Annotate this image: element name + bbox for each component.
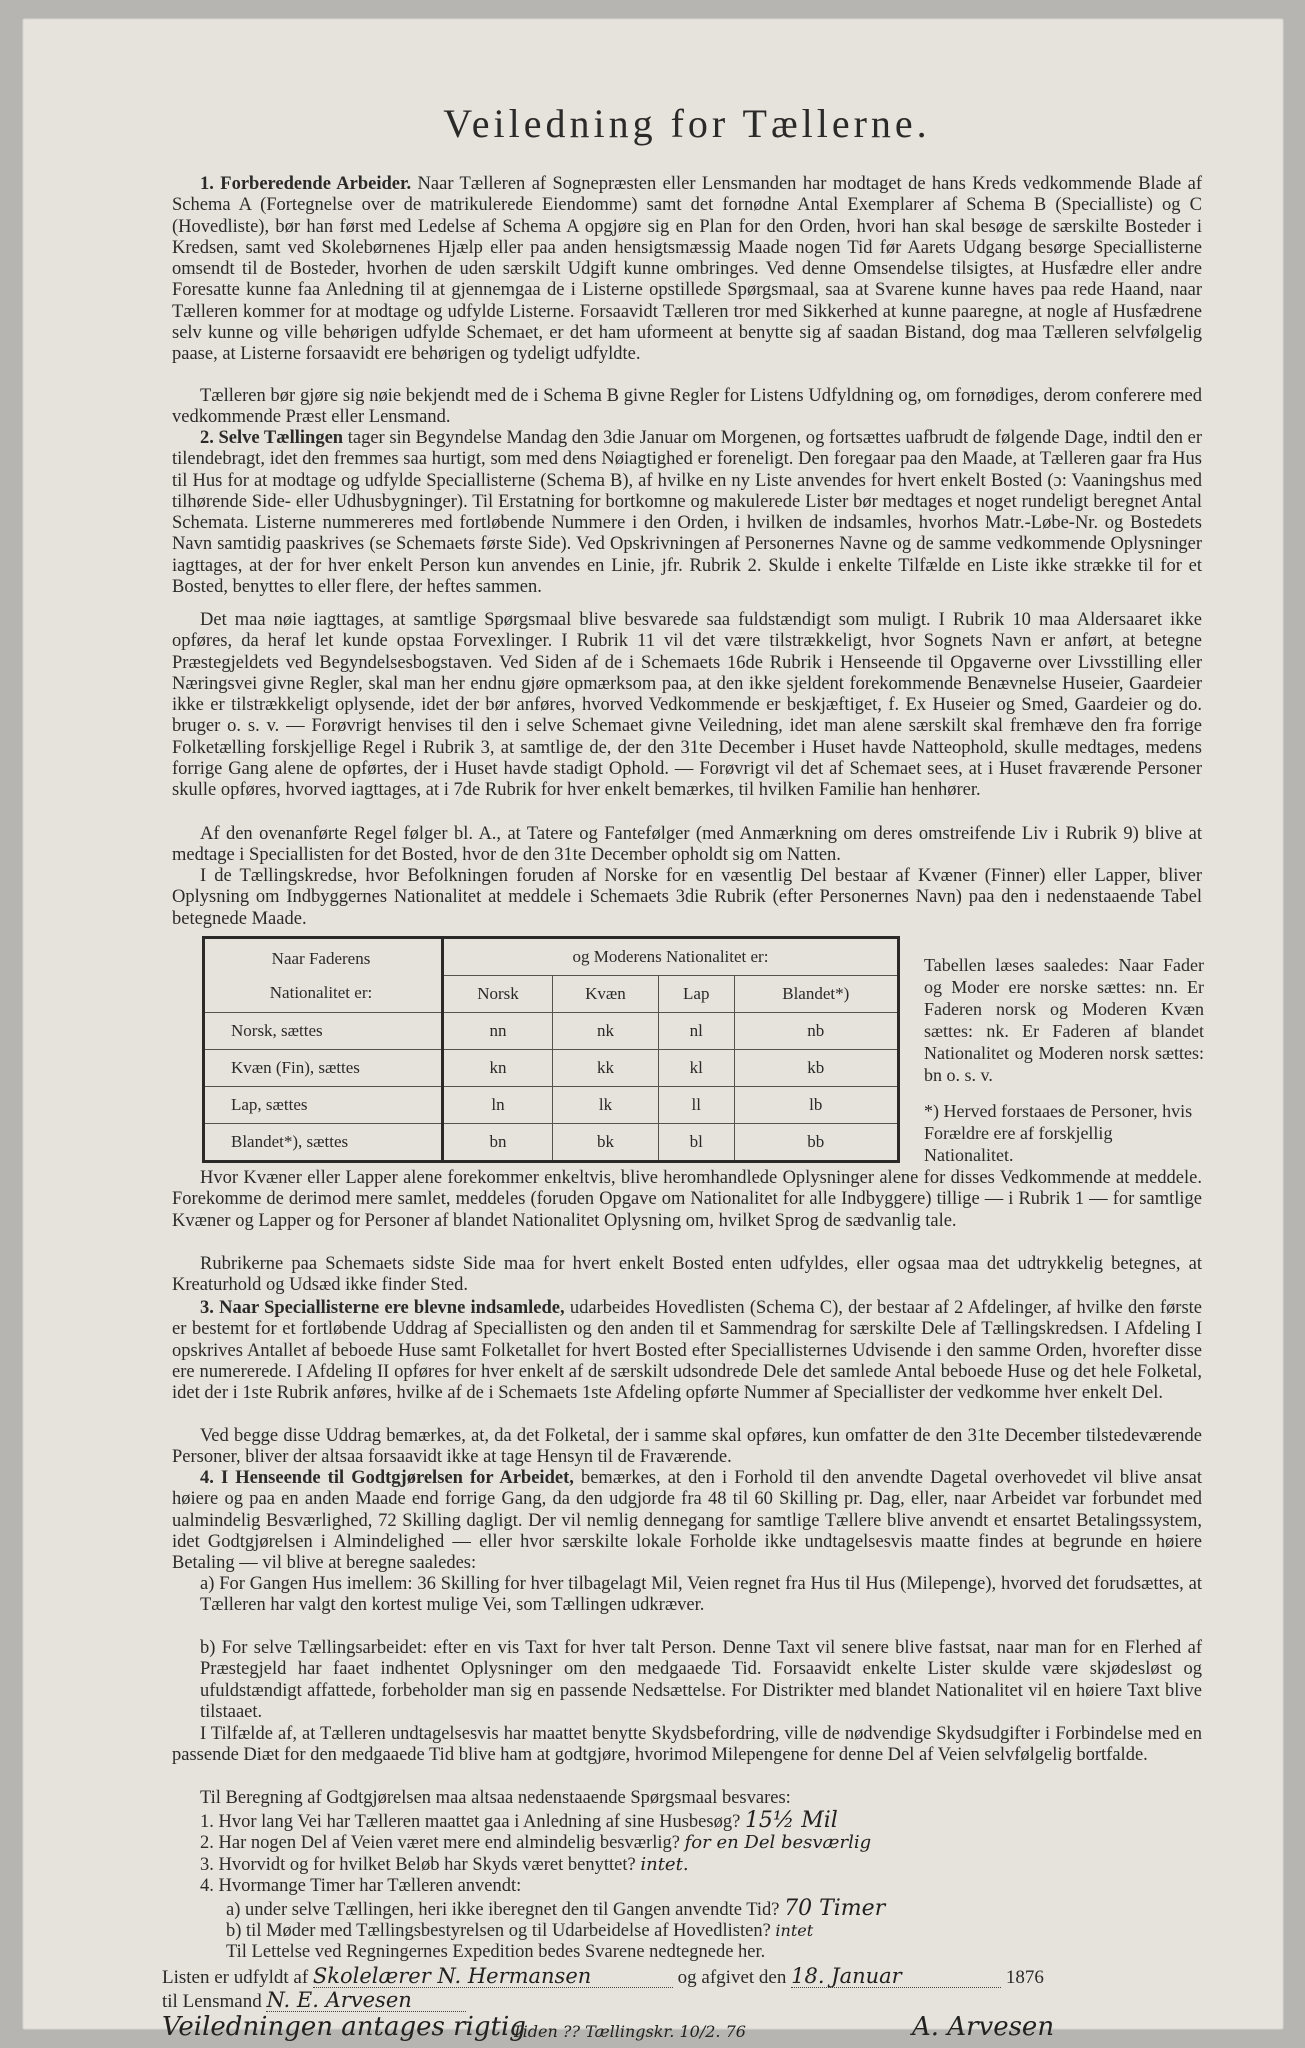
footer-lensmand-name: N. E. Arvesen: [266, 1990, 466, 2012]
handwritten-note: Veiledningen antages rigtig: [162, 2012, 526, 2042]
section-1-text: Naar Tælleren af Sognepræsten eller Lensmanden har modtaget de hans Kreds vedkommende Blade af Schema A (Fortegnelse over de matrikulerede Eiendomme) samt det fornødne Antal Exemplarer af Schema B (Specialliste) og C (Hovedliste), bør han først med Ledelse af Schema A opgjøre sig en Plan for den Orden, hvori han skal besøge de særskilte Bosteder i Kredsen, samt ved Skolebørnenes Hjælp eller paa anden hensigtsmæssig Maade nogen Tid før Aarets Udgang besørge Speciallisterne omsendt til de Bosteder, hvorhen de uden særskilt Udgift kunne ombringes. Ved denne Omsendelse tilsigtes, at Husfædre eller andre Foresatte kunne faa Anledning til at gjennemgaa de i Listerne opstillede Spørgsmaal, saa at Svarene kunne haves paa rede Haand, naar Tælleren kommer for at modtage og udfylde Listerne. Forsaavidt Tælleren tror med Sikkerhed at kunne paaregne, at nogle af Husfædrene selv kunne og ville behørigen udfylde Schemaet, er det ham uformeent at benytte sig af saadan Bistand, dog maa Tælleren selvfølgelig paase, at Listerne forsaavidt ere behørigen og tydeligt udfyldte.: [172, 174, 1203, 365]
question-4a-answer: 70 Timer: [784, 1896, 886, 1921]
table-cell: lb: [734, 1087, 898, 1124]
section-2-text-5: Hvor Kvæner eller Lapper alene forekommer enkeltvis, blive heromhandlede Oplysninger alene for disses Vedkommende at meddele. Forekomme de derimod mere samlet, meddeles (foruden Opgave om Nationalitet for alle Indbyggere) tillige — i Rubrik 1 — for samtlige Kvæner og Lapper og for Personer af blandet Nationalitet Oplysning om, hvilket Sprog de sædvanlig tale.: [172, 1168, 1202, 1231]
footer-delivered-label: og afgivet den: [677, 1967, 787, 1988]
question-2-answer: for en Del besværlig: [684, 1832, 872, 1853]
table-cell: nl: [658, 1013, 734, 1050]
question-4a-text: a) under selve Tællingen, heri ikke iberegnet den til Gangen anvendte Tid?: [226, 1900, 780, 1920]
section-4: [172, 1468, 1202, 1574]
table-row: [204, 1013, 899, 1050]
question-3: [200, 1854, 1230, 1876]
table-cell: kn: [443, 1050, 553, 1087]
row-label: Kvæn (Fin), sættes: [204, 1050, 443, 1087]
section-3-text-2: Ved begge disse Uddrag bemærkes, at, da det Folketal, der i samme skal opføres, kun omfatter de den 31te December tilstedeværende Personer, bliver der altsaa forsaavidt ikke at tage Hensyn til de Fraværende.: [172, 1426, 1202, 1468]
table-cell: kk: [553, 1050, 659, 1087]
section-2-text-6: Rubrikerne paa Schemaets sidste Side maa for hvert enkelt Bosted enten udfyldes, eller ogsaa maa det udtrykkelig betegnes, at Kreaturhold og Udsæd ikke finder Sted.: [172, 1254, 1202, 1296]
section-4-text-2: I Tilfælde af, at Tælleren undtagelsesvis har maattet benytte Skydsbefordring, ville de nødvendige Skydsudgifter i Forbindelse med en passende Diæt for den medgaaede Tid blive ham at godtgjøre, hvorimod Milepengene for denne Del af Veien selvfølgelig bortfalde.: [172, 1724, 1202, 1766]
question-4b: [226, 1920, 1256, 1942]
table-row: [204, 1050, 899, 1087]
section-1-heading: 1. Forberedende Arbeider.: [200, 174, 412, 194]
table-group-header: og Moderens Nationalitet er:: [443, 938, 899, 976]
table-row: [204, 1124, 899, 1162]
corner-line-2: Nationalitet er:: [269, 982, 373, 1002]
section-2-text-4: I de Tællingskredse, hvor Befolkningen foruden af Norske for en væsentlig Del bestaar af Kvæner (Finner) eller Lapper, bliver Oplysning om Indbyggernes Nationalitet at meddele i Schemaets 3die Rubrik (efter Personernes Navn) paa den i nedenstaaende Tabel betegnede Maade.: [172, 866, 1202, 929]
section-4-text: bemærkes, at den i Forhold til den anvendte Dagetal overhovedet vil blive ansat høiere og paa en anden Maade end forrige Gang, da den udgjorde fra 48 til 60 Skilling pr. Dag, eller, naar Arbeidet var forbundet med ualmindelig Besværlighed, 72 Skilling dagligt. Der vil nemlig dennegang for samtlige Tællere blive anvendt et ensartet Betalingssystem, idet Godtgjørelsen i Almindelighed — eller hvor særskilte lokale Forholde ikke undtagelsesvis maatte findes at begrunde en høiere Betaling — vil blive at beregne saaledes:: [172, 1468, 1202, 1574]
footer-year: 1876: [1005, 1967, 1044, 1988]
section-4-para-3: [172, 1788, 1202, 1809]
section-4-item-b: b) For selve Tællingsarbeidet: efter en vis Taxt for hver talt Person. Denne Taxt vil senere blive fastsat, naar man for en Flerhed af Præstegjeld har faaet indhentet Oplysninger om den medgaaede Tid. Forsaavidt enkelte Lister skulde være skjødesløst og ufuldstændigt affattede, forbeholder man sig en passende Nedsættelse. For Distrikter med blandet Nationalitet vil en høiere Taxt blive tilstaaet.: [200, 1638, 1202, 1722]
table-cell: ll: [658, 1087, 734, 1124]
table-cell: bn: [443, 1124, 553, 1162]
table-cell: bb: [734, 1124, 898, 1162]
question-1-text: 1. Hvor lang Vei har Tælleren maattet gaa i Anledning af sine Husbesøg?: [200, 1812, 741, 1832]
question-4: 4. Hvormange Timer har Tælleren anvendt:: [200, 1876, 522, 1896]
section-2-text: tager sin Begyndelse Mandag den 3die Januar om Morgenen, og fortsættes uafbrudt de følgende Dage, indtil den er tilendebragt, idet den fremmes saa hurtigt, som med dens Nøiagtighed er foreneligt. Den foregaar paa den Maade, at Tælleren gaar fra Hus til Hus for at modtage og udfylde Speciallisterne (Schema B), af hvilke en ny Liste anvendes for hvert enkelt Bosted (ɔ: Vaaningshus med tilhørende Side- eller Udhusbygninger). Til Erstatning for bortkomne og makulerede Lister bør medtages et noget rundeligt beregnet Antal Schemata. Listerne nummereres med fortløbende Nummere i den Orden, i hvilken de indsamles, hvorhos Matr.-Løbe-Nr. og Bostedets Navn samtidig paaskrives (se Schemaets første Side). Ved Opskrivningen af Personernes Navne og de samme vedkommende Oplysninger iagttages, at der for hver enkelt Person kun anvendes en Linie, jfr. Rubrik 2. Skulde i enkelte Tilfælde en Liste ikke strække til for et Bosted, benyttes to eller flere, der heftes sammen.: [172, 428, 1202, 598]
section-2-heading: 2. Selve Tællingen: [200, 428, 344, 448]
section-1-text-2: Tælleren bør gjøre sig nøie bekjendt med de i Schema B givne Regler for Listens Udfyldning og, om fornødiges, derom conferere med vedkommende Præst eller Lensmand.: [172, 386, 1202, 428]
col-header: Kvæn: [553, 976, 659, 1013]
section-2-para-4: [172, 866, 1202, 930]
col-header: Lap: [658, 976, 734, 1013]
table-cell: kb: [734, 1050, 898, 1087]
section-1-para-2: [172, 386, 1202, 429]
table-cell: nk: [553, 1013, 659, 1050]
section-4-heading: 4. I Henseende til Godtgjørelsen for Arbeidet,: [200, 1468, 574, 1488]
corner-line-1: Naar Faderens: [271, 948, 371, 968]
footer-date: 18. Januar: [791, 1966, 1001, 1988]
section-2-text-2: Det maa nøie iagttages, at samtlige Spørgsmaal blive besvarede saa fuldstændigt som muligt. I Rubrik 10 maa Aldersaaret ikke opføres, da heraf let kunde opstaa Forvexlinger. I Rubrik 11 vil det være tilstrækkeligt, hvor Sognets Navn er anført, at betegne Præstegjeldets ved Begyndelsesbogstaven. Ved Siden af de i Schemaets 16de Rubrik i Henseende til Opgaverne over Livsstilling eller Næringsvei givne Regler, skal man her endnu gjøre opmærksom paa, at den ikke sjeldent forekommende Benævnelse Huseier, Gaardeier ikke er tilstrækkeligt oplysende, idet der bør anføres, hvorved Vedkommende er beskjæftiget, f. Ex Huseier og Smed, Gaardeier og do. bruger o. s. v. — Forøvrigt henvises til den i selve Schemaet givne Veiledning, idet man alene særskilt skal fremhæve den fra forrige Folketælling forskjellige Regel i Rubrik 3, at samtlige de, der den 31te December i Huset havde Natteophold, skulle medtages, medens forrige Gang alene de opførtes, der i Huset havde stadigt Ophold. — Forøvrigt vil det af Schemaet sees, at i Huset fraværende Personer skulle opføres, hvorved iagttages, at i 7de Rubrik for hver enkelt bemærkes, til hvilken Familie han henhører.: [172, 610, 1202, 801]
table-explanation: Tabellen læses saaledes: Naar Fader og Moder ere norske sættes: nn. Er Faderen norsk og Moderen Kvæn sættes: nk. Er Faderen af blandet Nationalitet og Moderen norsk sættes: bn o. s. v.: [924, 955, 1204, 1085]
section-4-para-2: [172, 1724, 1202, 1767]
row-label: Lap, sættes: [204, 1087, 443, 1124]
footer-line-2: [162, 1990, 1192, 2012]
section-2-para-6: [172, 1254, 1202, 1297]
row-label: Blandet*), sættes: [204, 1124, 443, 1162]
section-2-para-3: [172, 824, 1202, 867]
section-2-para-2: [172, 610, 1202, 802]
question-2-text: 2. Har nogen Del af Veien været mere end almindelig besværlig?: [200, 1833, 680, 1853]
footer-lensmand-label: til Lensmand: [162, 1991, 262, 2012]
col-header: Blandet*): [734, 976, 898, 1013]
question-3-text: 3. Hvorvidt og for hvilket Beløb har Skyds været benyttet?: [200, 1855, 636, 1875]
question-3-answer: intet.: [640, 1854, 689, 1875]
footer-filled-by-label: Listen er udfyldt af: [162, 1967, 309, 1988]
section-2: [172, 428, 1202, 598]
question-2: [200, 1832, 1230, 1854]
section-2-text-3: Af den ovenanførte Regel følger bl. A., at Tatere og Fantefølger (med Anmærkning om deres omstreifende Liv i Rubrik 9) blive at medtage i Speciallisten for det Bosted, hvor de den 31te December opholdt sig om Natten.: [172, 824, 1202, 866]
table-cell: kl: [658, 1050, 734, 1087]
table-cell: nb: [734, 1013, 898, 1050]
table-cell: bl: [658, 1124, 734, 1162]
footer-line-1: [162, 1966, 1192, 1988]
nationality-table: [202, 936, 900, 1163]
closing-note: Til Lettelse ved Regningernes Expedition bedes Svarene nedtegnede her.: [226, 1942, 766, 1962]
table-footnote: *) Herved forstaaes de Personer, hvis Forældre ere af forskjellig Nationalitet.: [924, 1101, 1193, 1165]
question-1: [200, 1810, 1230, 1833]
section-3-heading: 3. Naar Speciallisterne ere blevne indsamlede,: [200, 1298, 565, 1318]
question-4b-text: b) til Møder med Tællingsbestyrelsen og til Udarbeidelse af Hovedlisten?: [226, 1921, 771, 1941]
table-row: [204, 1087, 899, 1124]
question-1-answer: 15½ Mil: [744, 1808, 838, 1833]
table-cell: ln: [443, 1087, 553, 1124]
table-cell: nn: [443, 1013, 553, 1050]
table-cell: bk: [553, 1124, 659, 1162]
section-3-text: udarbeides Hovedlisten (Schema C), der bestaar af 2 Afdelinger, af hvilke den første er bestemt for et fortløbende Uddrag af Speciallisten og den anden til et Sammendrag for særskilte Dele af Tællingskredsen. I Afdeling I opskrives Antallet af beboede Huse samt Folketallet for hvert Bosted efter Speciallisternes Udvisende i den samme Orden, hvorefter disse ere numererede. I Afdeling II opføres for hver enkelt af de særskilt udsondrede Dele det samlede Antal beboede Huse og det hele Folketal, idet der i 1ste Rubrik anføres, hvilke af de i Schemaets 1ste Afdeling opførte Nummer af Speciallister der vedkomme hver enkelt Del.: [172, 1298, 1203, 1404]
document-page: [22, 18, 1284, 2042]
col-header: Norsk: [443, 976, 553, 1013]
table-cell: lk: [553, 1087, 659, 1124]
handwritten-signature: A. Arvesen: [912, 2012, 1055, 2042]
section-3: [172, 1298, 1202, 1404]
section-3-para-2: [172, 1426, 1202, 1469]
section-2-para-5: [172, 1168, 1202, 1232]
question-4b-answer: intet: [775, 1921, 814, 1940]
section-4-item-a: a) For Gangen Hus imellem: 36 Skilling for hver tilbagelagt Mil, Veien regnet fra Hus til Hus (Milepenge), hvorved det forudsættes, at Tælleren har valgt den kortest mulige Vei, som Tællingen udkræver.: [200, 1574, 1202, 1616]
section-4-text-3: Til Beregning af Godtgjørelsen maa altsaa nedenstaaende Spørgsmaal besvares:: [200, 1788, 791, 1808]
section-1: [172, 174, 1202, 366]
page-title: Veiledning for Tællerne.: [443, 101, 931, 146]
question-4a: [226, 1898, 1256, 1921]
footer-filled-by-name: Skolelærer N. Hermansen: [313, 1966, 673, 1988]
handwritten-note-2: Tiden ?? Tællingskr. 10/2. 76: [512, 2022, 746, 2041]
row-label: Norsk, sættes: [204, 1013, 443, 1050]
table-corner: [204, 938, 443, 1013]
